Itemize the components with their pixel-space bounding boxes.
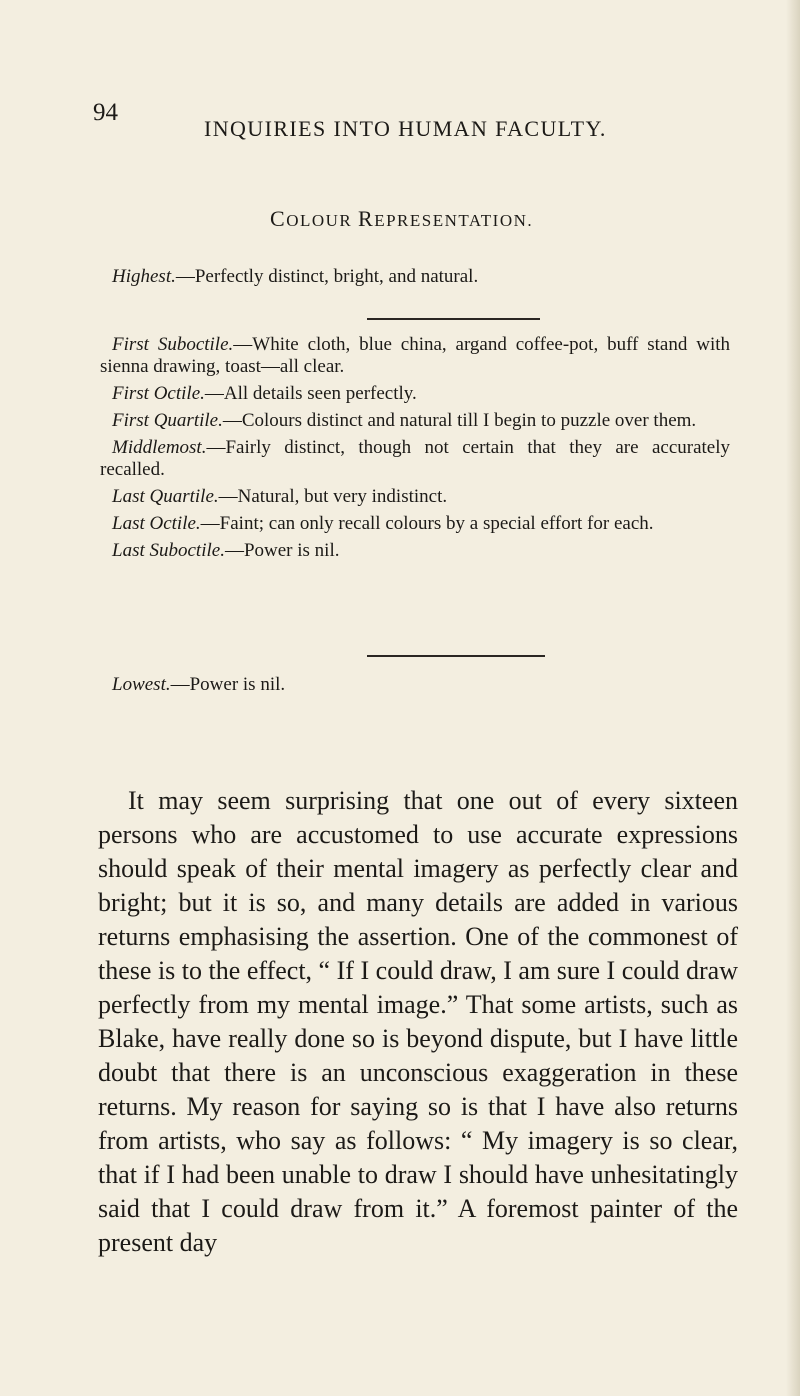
list-item <box>100 486 730 508</box>
title-rest-1: OLOUR <box>286 211 358 230</box>
running-head: INQUIRIES INTO HUMAN FACULTY. <box>204 116 607 141</box>
entry-term: First Octile. <box>112 383 205 404</box>
lowest-entry <box>100 674 730 701</box>
section-title <box>270 206 533 232</box>
page-edge-shadow <box>786 0 800 1396</box>
list-item <box>100 410 730 432</box>
list-item <box>100 437 730 481</box>
body-paragraph: It may seem surprising that one out of every sixteen persons who are accustomed to use accurate expressions should speak of their mental imagery as perfectly clear and bright; but it is so, and many details are added in various returns emphasising the assertion. One of the commonest of these is to the effect, “ If I could draw, I am sure I could draw perfectly from my mental image.” That some artists, such as Blake, have really done so is beyond dispute, but I have little doubt that there is an unconscious exaggeration in these returns. My reason for saying so is that I have also returns from artists, who say as follows: “ My imagery is so clear, that if I had been unable to draw I should have unhesitatingly said that I could draw from it.” A foremost painter of the present day <box>98 786 738 1257</box>
entry-term: Last Octile. <box>112 513 201 534</box>
title-rest-2: EPRESENTATION. <box>374 211 534 230</box>
divider-rule-top <box>367 318 540 320</box>
entry-text: —Fairly distinct, though not certain that they are accurately recalled. <box>100 437 730 480</box>
entry-text: —Natural, but very indistinct. <box>218 486 448 507</box>
highest-entry <box>100 266 730 293</box>
list-item <box>100 334 730 378</box>
entry-term: Middlemost. <box>112 437 207 458</box>
list-item <box>100 540 730 562</box>
entry-term: Last Suboctile. <box>112 540 225 561</box>
page-number: 94 <box>93 99 118 126</box>
divider-rule-bottom <box>367 655 545 657</box>
entry-text: —Faint; can only recall colours by a special effort for each. <box>200 513 654 534</box>
title-cap-1: C <box>270 206 287 231</box>
title-cap-2: R <box>358 206 375 231</box>
entry-term: Last Quartile. <box>112 486 219 507</box>
entry-term: First Quartile. <box>112 410 223 431</box>
entry-text: —Perfectly distinct, bright, and natural. <box>175 266 479 287</box>
ranked-entries-list <box>100 334 730 567</box>
entry-term: Lowest. <box>112 674 171 695</box>
list-item <box>100 513 730 535</box>
entry-text: —All details seen perfectly. <box>204 383 417 404</box>
entry-term: Highest. <box>112 266 176 287</box>
entry-text: —Power is nil. <box>170 674 286 695</box>
entry-text: —Colours distinct and natural till I begin to puzzle over them. <box>222 410 697 431</box>
entry-text: —White cloth, blue china, argand coffee-pot, buff stand with sienna drawing, toast—all clear. <box>100 334 730 377</box>
list-item <box>100 383 730 405</box>
entry-term: First Suboctile. <box>112 334 234 355</box>
entry-text: —Power is nil. <box>224 540 340 561</box>
